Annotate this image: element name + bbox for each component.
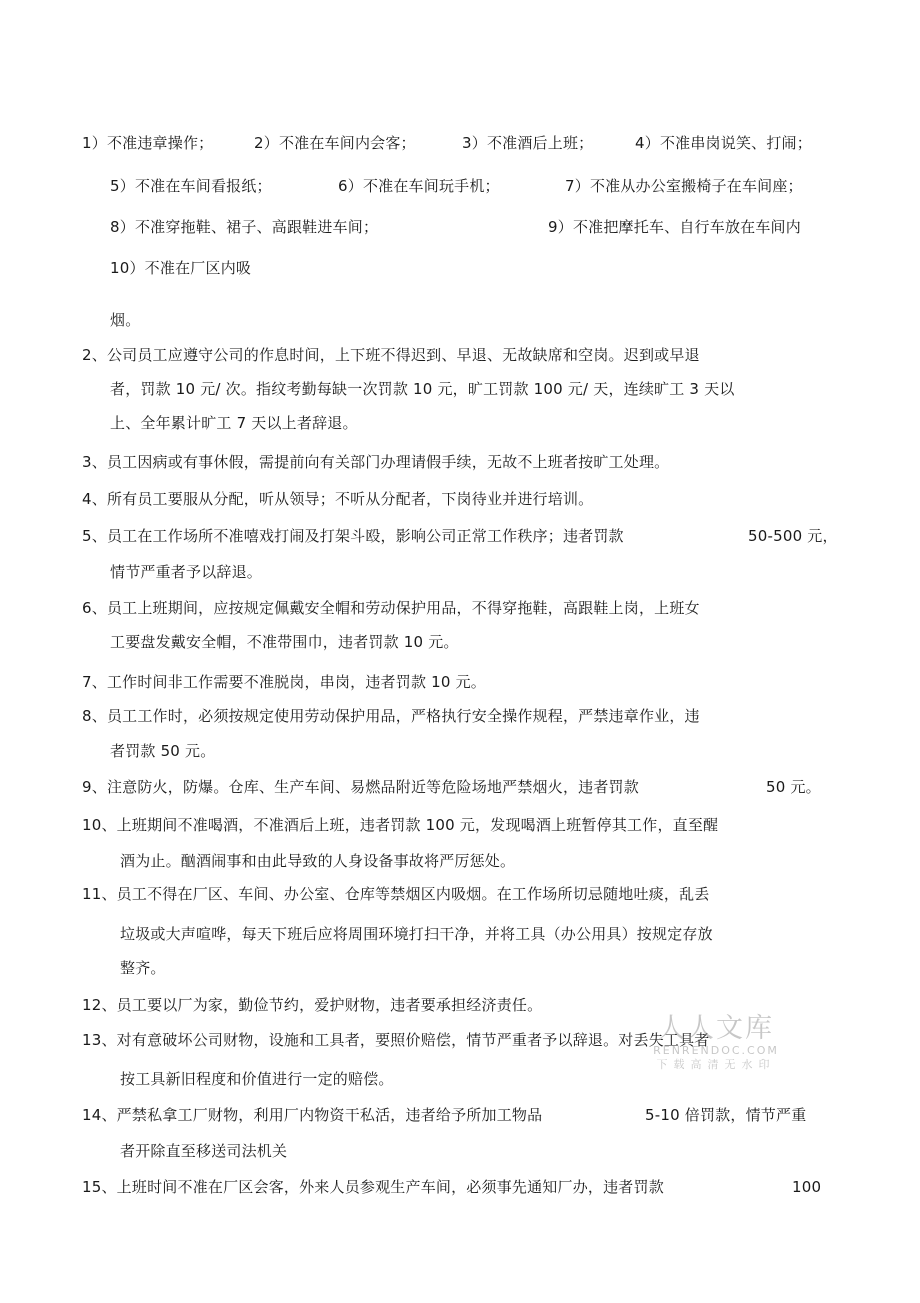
rule-6: 6）不准在车间玩手机； <box>338 177 500 195</box>
item-12: 12、员工要以厂为家，勤俭节约，爱护财物，违者要承担经济责任。 <box>82 996 543 1014</box>
item-15-amount: 100 <box>792 1178 822 1196</box>
item-6-line-2: 工要盘发戴安全帽，不准带围巾，违者罚款 10 元。 <box>110 633 459 651</box>
item-10-line-2: 酒为止。酗酒闹事和由此导致的人身设备事故将严厉惩处。 <box>120 852 516 870</box>
rule-9: 9）不准把摩托车、自行车放在车间内 <box>548 218 801 236</box>
item-14-line-2: 者开除直至移送司法机关 <box>120 1142 288 1160</box>
item-11-line-3: 整齐。 <box>120 959 166 977</box>
item-4: 4、所有员工要服从分配，听从领导；不听从分配者，下岗待业并进行培训。 <box>82 490 594 508</box>
watermark-domain: RENRENDOC.COM <box>653 1044 779 1057</box>
rule-8: 8）不准穿拖鞋、裙子、高跟鞋进车间； <box>110 218 379 236</box>
item-2-line-3: 上、全年累计旷工 7 天以上者辞退。 <box>110 414 358 432</box>
rule-4: 4）不准串岗说笑、打闹； <box>635 134 812 152</box>
item-13-line-2: 按工具新旧程度和价值进行一定的赔偿。 <box>120 1070 394 1088</box>
item-7: 7、工作时间非工作需要不准脱岗，串岗，违者罚款 10 元。 <box>82 673 486 691</box>
item-11-line-2: 垃圾或大声喧哗，每天下班后应将周围环境打扫干净，并将工具（办公用具）按规定存放 <box>120 925 713 943</box>
item-14-line-1: 14、严禁私拿工厂财物，利用厂内物资干私活，违者给予所加工物品 <box>82 1106 543 1124</box>
watermark-title: 人人文库 <box>658 1013 774 1044</box>
item-5-line-2: 情节严重者予以辞退。 <box>110 563 263 581</box>
rule-2: 2）不准在车间内会客； <box>254 134 416 152</box>
rule-10: 10）不准在厂区内吸 <box>110 259 252 277</box>
item-6-line-1: 6、员工上班期间，应按规定佩戴安全帽和劳动保护用品，不得穿拖鞋，高跟鞋上岗，上班女 <box>82 599 700 617</box>
item-10-line-1: 10、上班期间不准喝酒，不准酒后上班，违者罚款 100 元，发现喝酒上班暂停其工作，直至醒 <box>82 816 719 834</box>
item-8-line-2: 者罚款 50 元。 <box>110 742 216 760</box>
item-5-line-1: 5、员工在工作场所不准嘻戏打闹及打架斗殴，影响公司正常工作秩序；违者罚款 <box>82 527 624 545</box>
item-2-line-2: 者，罚款 10 元/ 次。指纹考勤每缺一次罚款 10 元，旷工罚款 100 元/ 天，连续旷工 3 天以 <box>110 380 735 398</box>
rule-1: 1）不准违章操作； <box>82 134 214 152</box>
item-8-line-1: 8、员工工作时，必须按规定使用劳动保护用品，严格执行安全操作规程，严禁违章作业，违 <box>82 707 700 725</box>
rule-5: 5）不准在车间看报纸； <box>110 177 272 195</box>
item-3: 3、员工因病或有事休假，需提前向有关部门办理请假手续，无故不上班者按旷工处理。 <box>82 453 670 471</box>
item-9: 9、注意防火，防爆。仓库、生产车间、易燃品附近等危险场地严禁烟火，违者罚款 <box>82 778 639 796</box>
item-15-line-1: 15、上班时间不准在厂区会客，外来人员参观生产车间，必须事先通知厂办，违者罚款 <box>82 1178 664 1196</box>
item-11-line-1: 11、员工不得在厂区、车间、办公室、仓库等禁烟区内吸烟。在工作场所切忌随地吐痰，乱丢 <box>82 885 710 903</box>
watermark-slogan: 下载高清无水印 <box>656 1058 776 1071</box>
item-14-amount: 5-10 倍罚款，情节严重 <box>645 1106 807 1124</box>
rule-10-continued: 烟。 <box>110 311 141 329</box>
item-13-line-1: 13、对有意破坏公司财物，设施和工具者，要照价赔偿，情节严重者予以辞退。对丢失工具者 <box>82 1031 710 1049</box>
rule-3: 3）不准酒后上班； <box>462 134 594 152</box>
rule-7: 7）不准从办公室搬椅子在车间座； <box>565 177 803 195</box>
item-2-line-1: 2、公司员工应遵守公司的作息时间，上下班不得迟到、早退、无故缺席和空岗。迟到或早退 <box>82 346 700 364</box>
item-5-amount: 50-500 元， <box>748 527 838 545</box>
watermark <box>646 1014 786 1072</box>
item-9-amount: 50 元。 <box>766 778 821 796</box>
